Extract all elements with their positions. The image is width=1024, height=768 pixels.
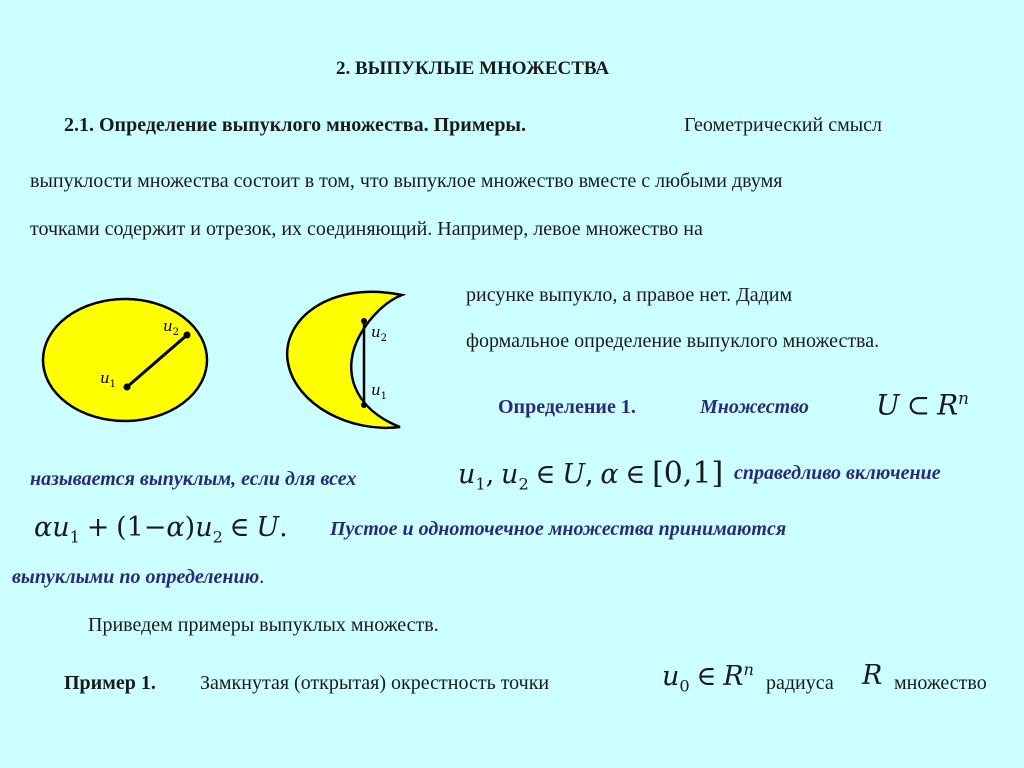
convex-nonconvex-figure — [30, 285, 420, 440]
nonconvex-set-crescent — [287, 292, 402, 428]
paragraph-line-1: Геометрический смысл — [684, 114, 883, 136]
definition-set-word: Множество — [700, 396, 809, 418]
ellipse-label-u1: $u_1$ — [100, 369, 117, 390]
ellipse-point-u2 — [184, 332, 191, 339]
paragraph-line-4: рисунке выпукло, а правое нет. Дадим — [466, 284, 793, 306]
paragraph-line-2: выпуклости множества состоит в том, что выпуклое множество вместе с любыми двумя — [30, 170, 783, 192]
formula-convex-combination: $\alpha u_1 + (1-\alpha)u_2$ ∈ U. — [34, 512, 288, 547]
paragraph-line-5: формальное определение выпуклого множества. — [466, 330, 880, 352]
paragraph-line-3: точками содержит и отрезок, их соединяющий. Например, левое множество на — [30, 218, 703, 240]
example1-text: Замкнутая (открытая) окрестность точки — [200, 672, 550, 694]
empty-set-note-1: Пустое и одноточечное множества принимаются — [330, 518, 787, 540]
subsection-title: 2.1. Определение выпуклого множества. Примеры. — [64, 114, 527, 136]
convex-set-ellipse — [43, 299, 207, 421]
crescent-label-u2: $u_2$ — [371, 323, 388, 344]
formula-u0-in-Rn: $u_0$ ∈ $R^n$ — [662, 660, 754, 696]
crescent-point-u2 — [361, 318, 367, 324]
section-title: 2. ВЫПУКЛЫЕ МНОЖЕСТВА — [336, 58, 610, 79]
definition-label: Определение 1. — [498, 396, 636, 418]
example1-radius-word: радиуса — [766, 672, 834, 694]
example1-label: Пример 1. — [64, 672, 156, 694]
examples-intro: Приведем примеры выпуклых множеств. — [88, 614, 439, 636]
empty-set-note-2: выпуклыми по определению. — [12, 566, 265, 588]
crescent-point-u1 — [361, 402, 367, 408]
formula-U-subset-Rn: U ⊂ $R^n$ — [876, 388, 969, 422]
example1-tail: множество — [894, 672, 987, 694]
formula-u1-u2-alpha: $u_1$, $u_2$ ∈ U, α ∈ [0,1] — [458, 456, 724, 494]
definition-is-called: называется выпуклым, если для всех — [30, 468, 357, 490]
ellipse-point-u1 — [124, 384, 131, 391]
ellipse-label-u2: $u_2$ — [163, 317, 180, 338]
crescent-label-u1: $u_1$ — [371, 381, 388, 402]
example1-R: R — [862, 660, 883, 691]
definition-holds: справедливо включение — [734, 462, 941, 484]
